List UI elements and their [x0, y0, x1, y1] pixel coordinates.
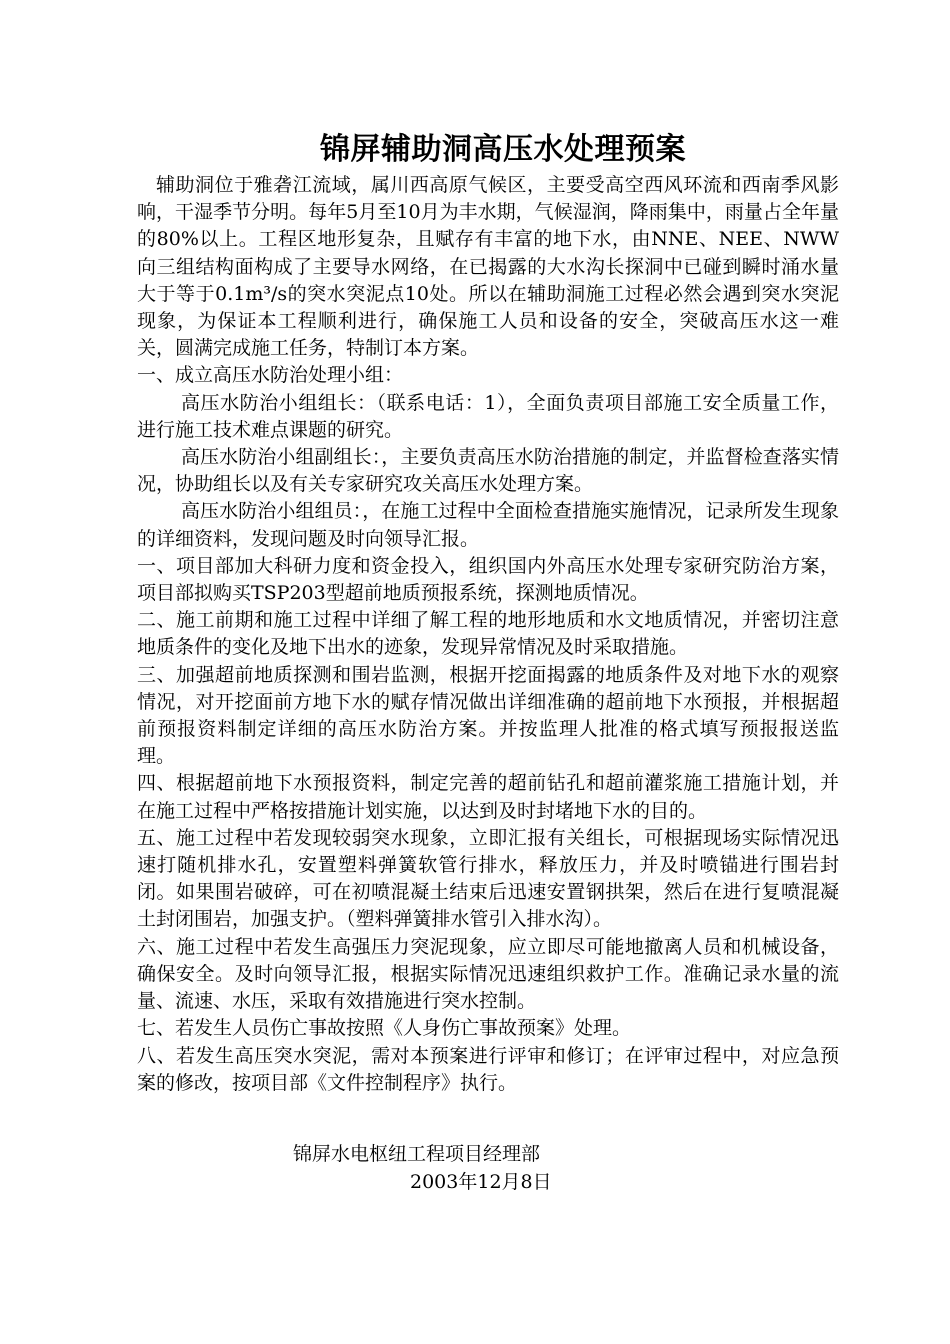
document-page	[137, 128, 839, 1097]
signature-organization: 锦屏水电枢纽工程项目经理部	[293, 1143, 541, 1165]
document-body	[137, 172, 839, 1097]
signature-date: 2003年12月8日	[410, 1171, 552, 1193]
paragraph-intro: 辅助洞位于雅砻江流域，属川西高原气候区，主要受高空西风环流和西南季风影响，干湿季节分明。每年5月至10月为丰水期，气候湿润，降雨集中，雨量占全年量的80%以上。工程区地形复杂，且赋存有丰富的地下水，由NNE、NEE、NWW向三组结构面构成了主要导水网络，在已揭露的大水沟长探洞中已碰到瞬时涌水量大于等于0.1m³/s的突水突泥点10处。所以在辅助洞施工过程必然会遇到突水突泥现象，为保证本工程顺利进行，确保施工人员和设备的安全，突破高压水这一难关，圆满完成施工任务，特制订本方案。	[137, 174, 839, 360]
paragraph-item-7: 七、若发生人员伤亡事故按照《人身伤亡事故预案》处理。	[137, 1017, 632, 1040]
paragraph-item-1: 一、项目部加大科研力度和资金投入，组织国内外高压水处理专家研究防治方案，项目部拟购买TSP203型超前地质预报系统，探测地质情况。	[137, 554, 839, 605]
paragraph-item-3: 三、加强超前地质探测和围岩监测，根据开挖面揭露的地质条件及对地下水的观察情况，对开挖面前方地下水的赋存情况做出详细准确的超前地下水预报，并根据超前预报资料制定详细的高压水防治方案。并按监理人批准的格式填写预报报送监理。	[137, 663, 839, 768]
paragraph-item-6: 六、施工过程中若发生高强压力突泥现象，应立即尽可能地撤离人员和机械设备，确保安全。及时向领导汇报，根据实际情况迅速组织救护工作。准确记录水量的流量、流速、水压，采取有效措施进行突水控制。	[137, 935, 839, 1013]
paragraph-group-deputy: 高压水防治小组副组长：，主要负责高压水防治措施的制定，并监督检查落实情况，协助组长以及有关专家研究攻关高压水处理方案。	[137, 446, 839, 496]
paragraph-item-8: 八、若发生高压突水突泥，需对本预案进行评审和修订；在评审过程中，对应急预案的修改，按项目部《文件控制程序》执行。	[137, 1044, 839, 1094]
document-title: 锦屏辅助洞高压水处理预案	[320, 132, 686, 167]
paragraph-item-5: 五、施工过程中若发现较弱突水现象，立即汇报有关组长，可根据现场实际情况迅速打随机排水孔，安置塑料弹簧软管行排水，释放压力，并及时喷锚进行围岩封闭。如果围岩破碎，可在初喷混凝土结束后迅速安置钢拱架，然后在进行复喷混凝土封闭围岩，加强支护。（塑料弹簧排水管引入排水沟）。	[137, 826, 839, 931]
paragraph-item-4: 四、根据超前地下水预报资料，制定完善的超前钻孔和超前灌浆施工措施计划，并在施工过程中严格按措施计划实施，以达到及时封堵地下水的目的。	[137, 772, 839, 822]
paragraph-group-leader: 高压水防治小组组长：（联系电话：1），全面负责项目部施工安全质量工作，进行施工技术难点课题的研究。	[137, 391, 839, 441]
paragraph-section-heading: 一、成立高压水防治处理小组：	[137, 364, 404, 387]
paragraph-item-2: 二、施工前期和施工过程中详细了解工程的地形地质和水文地质情况，并密切注意地质条件的变化及地下出水的迹象，发现异常情况及时采取措施。	[137, 609, 839, 659]
paragraph-group-members: 高压水防治小组组员：，在施工过程中全面检查措施实施情况，记录所发生现象的详细资料，发现问题及时向领导汇报。	[137, 500, 839, 550]
